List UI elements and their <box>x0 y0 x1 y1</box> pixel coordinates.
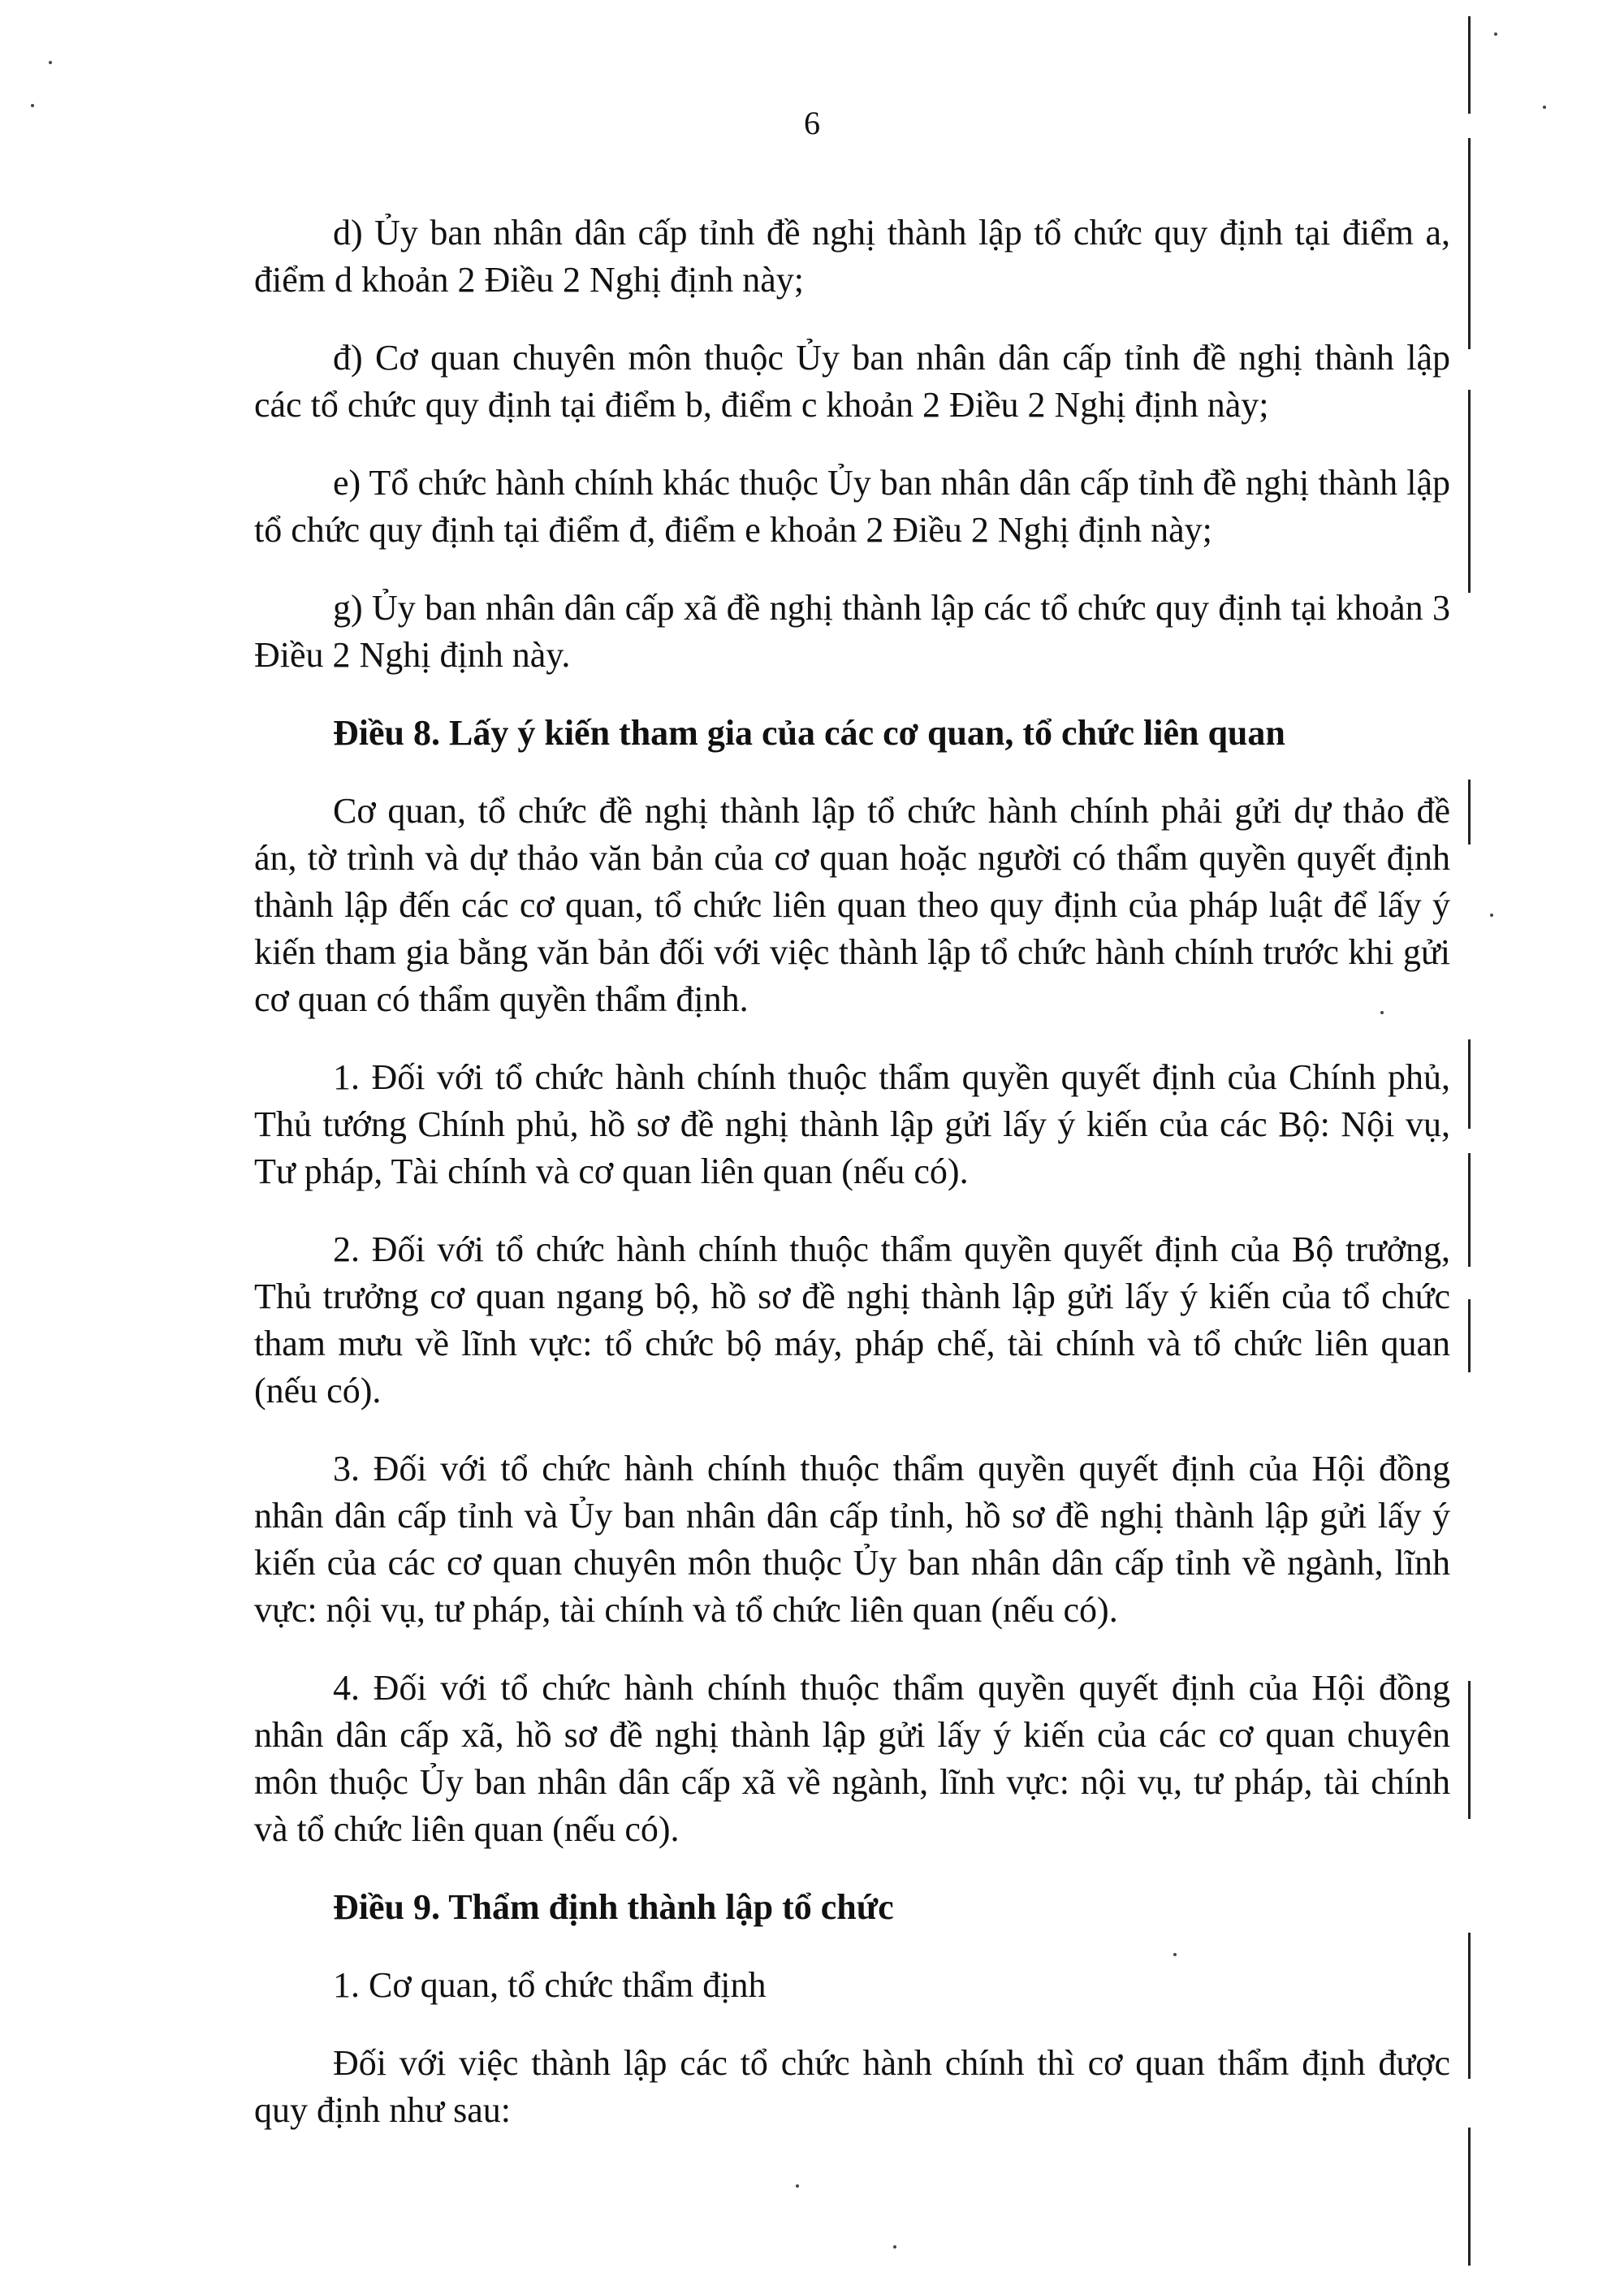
scan-edge-line <box>1468 1153 1471 1267</box>
scan-speck <box>1543 106 1546 109</box>
page-number: 6 <box>804 105 820 141</box>
clause-d: d) Ủy ban nhân dân cấp tỉnh đề nghị thành lập tổ chức quy định tại điểm a, điểm d khoản 2 Điều 2 Nghị định này; <box>254 213 1450 300</box>
scan-speck <box>893 2245 896 2249</box>
scan-edge-line <box>1468 1039 1471 1129</box>
scan-edge-line <box>1468 390 1471 593</box>
clause-e: e) Tổ chức hành chính khác thuộc Ủy ban nhân dân cấp tỉnh đề nghị thành lập tổ chức quy định tại điểm đ, điểm e khoản 2 Điều 2 Nghị định này; <box>254 463 1450 550</box>
scan-edge-line <box>1468 2128 1471 2266</box>
article-8-heading: Điều 8. Lấy ý kiến tham gia của các cơ quan, tổ chức liên quan <box>333 713 1285 753</box>
scan-speck <box>1490 914 1493 917</box>
article-8-intro: Cơ quan, tổ chức đề nghị thành lập tổ chức hành chính phải gửi dự thảo đề án, tờ trình và dự thảo văn bản của cơ quan hoặc người có thẩm quyền quyết định thành lập đến các cơ quan, tổ chức liên quan theo quy định của pháp luật để lấy ý kiến tham gia bằng văn bản đối với việc thành lập tổ chức hành chính trước khi gửi cơ quan có thẩm quyền thẩm định. <box>254 791 1450 1019</box>
article-8-item-3: 3. Đối với tổ chức hành chính thuộc thẩm quyền quyết định của Hội đồng nhân dân cấp tỉnh và Ủy ban nhân dân cấp tỉnh, hồ sơ đề nghị thành lập gửi lấy ý kiến của các cơ quan chuyên môn thuộc Ủy ban nhân dân cấp tỉnh về ngành, lĩnh vực: nội vụ, tư pháp, tài chính và tổ chức liên quan (nếu có). <box>254 1449 1450 1630</box>
article-9-intro: Đối với việc thành lập các tổ chức hành chính thì cơ quan thẩm định được quy định như sau: <box>254 2043 1450 2130</box>
scan-edge-line <box>1468 1299 1471 1372</box>
document-body <box>254 210 1450 2165</box>
scan-speck <box>31 104 34 107</box>
scan-speck <box>796 2184 799 2188</box>
scan-speck <box>49 61 52 64</box>
scan-speck <box>1173 1953 1177 1956</box>
scan-speck <box>1380 1011 1384 1014</box>
scan-edge-line <box>1468 138 1471 349</box>
article-9-heading: Điều 9. Thẩm định thành lập tổ chức <box>333 1887 894 1927</box>
article-8-item-1: 1. Đối với tổ chức hành chính thuộc thẩm quyền quyết định của Chính phủ, Thủ tướng Chính phủ, hồ sơ đề nghị thành lập gửi lấy ý kiến của các Bộ: Nội vụ, Tư pháp, Tài chính và cơ quan liên quan (nếu có). <box>254 1057 1450 1191</box>
article-9-item-1: 1. Cơ quan, tổ chức thẩm định <box>333 1965 767 2005</box>
scan-edge-line <box>1468 1933 1471 2079</box>
scan-edge-line <box>1468 16 1471 114</box>
scan-speck <box>1494 32 1497 36</box>
clause-g: g) Ủy ban nhân dân cấp xã đề nghị thành lập các tổ chức quy định tại khoản 3 Điều 2 Nghị định này. <box>254 588 1450 675</box>
clause-dd: đ) Cơ quan chuyên môn thuộc Ủy ban nhân dân cấp tỉnh đề nghị thành lập các tổ chức quy định tại điểm b, điểm c khoản 2 Điều 2 Nghị định này; <box>254 338 1450 425</box>
article-8-item-4: 4. Đối với tổ chức hành chính thuộc thẩm quyền quyết định của Hội đồng nhân dân cấp xã, hồ sơ đề nghị thành lập gửi lấy ý kiến của các cơ quan chuyên môn thuộc Ủy ban nhân dân cấp xã về ngành, lĩnh vực: nội vụ, tư pháp, tài chính và tổ chức liên quan (nếu có). <box>254 1668 1450 1849</box>
scan-edge-line <box>1468 1681 1471 1819</box>
scan-edge-line <box>1468 780 1471 845</box>
article-8-item-2: 2. Đối với tổ chức hành chính thuộc thẩm quyền quyết định của Bộ trưởng, Thủ trưởng cơ quan ngang bộ, hồ sơ đề nghị thành lập gửi lấy ý kiến của tổ chức tham mưu về lĩnh vực: tổ chức bộ máy, pháp chế, tài chính và tổ chức liên quan (nếu có). <box>254 1229 1450 1411</box>
